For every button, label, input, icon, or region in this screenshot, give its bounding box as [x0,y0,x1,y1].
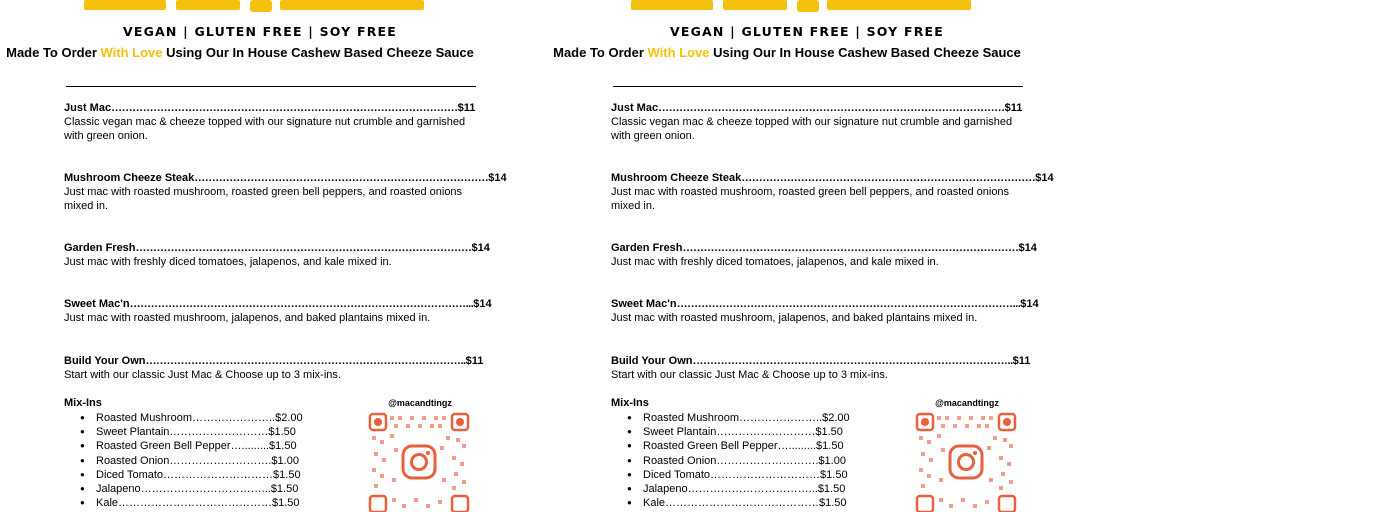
headline-end: Using Our In House Cashew Based Cheeze Sauce [162,45,474,60]
item-leader: ……………………………………………………………………………….. [692,355,1013,367]
tagline: VEGAN | GLUTEN FREE | SOY FREE [122,24,398,39]
menu-item-sweet-macn [64,297,492,325]
item-leader: ……………………………………………………………………………….. [145,355,466,367]
logo [587,0,1027,40]
item-description: Just mac with freshly diced tomatoes, jalapenos, and kale mixed in. [611,256,939,269]
tagline: VEGAN | GLUTEN FREE | SOY FREE [669,24,945,39]
logo-lettering-graphic [84,0,424,12]
menu-item-garden-fresh [611,241,1037,269]
mixin-item: ● Roasted Onion……………………….$1.00 [627,454,850,468]
item-leader: ……………………………………………………………………………………… [111,102,458,114]
item-price: $14 [488,172,507,184]
item-price: $14 [1020,298,1039,310]
item-name: Mushroom Cheeze Steak [611,172,742,184]
mixins-heading: Mix-Ins [611,397,649,409]
item-description: Just mac with roasted mushroom, roasted green bell peppers, and roasted onions mixed in. [611,186,1010,213]
mixin-item: ● Roasted Green Bell Pepper….........$1.50 [80,439,303,453]
item-leader: ……………………………………………………………………………………… [658,102,1005,114]
menu-item-sweet-macn [611,297,1039,325]
menu-page-left [0,0,560,510]
item-name: Mushroom Cheeze Steak [64,172,195,184]
headline-with-love: With Love [647,45,710,60]
social-block [368,398,472,512]
instagram-qr-code-icon[interactable] [368,412,470,512]
logo [40,0,480,40]
mixin-item: ● Roasted Mushroom…………………..$2.00 [627,411,850,425]
headline-with-love: With Love [100,45,163,60]
mixins-list [627,411,850,510]
mixin-item: ● Diced Tomato…………………………$1.50 [80,468,303,482]
social-handle: @macandtingz [388,398,452,408]
item-name: Just Mac [64,102,112,114]
item-description: Just mac with roasted mushroom, roasted green bell peppers, and roasted onions mixed in. [64,186,463,213]
item-name: Sweet Mac'n [611,298,677,310]
divider [66,86,476,87]
item-price: $14 [473,298,492,310]
item-leader: …………………………………………………………………………………… [135,242,472,254]
mixins-heading: Mix-Ins [64,397,102,409]
item-description: Start with our classic Just Mac & Choose up to 3 mix-ins. [64,369,341,382]
mixin-item: ● Sweet Plantain………………………$1.50 [627,425,850,439]
item-name: Build Your Own [64,355,146,367]
divider [613,86,1023,87]
item-description: Classic vegan mac & cheeze topped with our signature nut crumble and garnished with green onion. [611,116,1013,143]
mixin-item: ● Roasted Mushroom…………………..$2.00 [80,411,303,425]
item-price: $14 [471,242,490,254]
item-name: Garden Fresh [64,242,136,254]
social-handle: @macandtingz [935,398,999,408]
item-price: $14 [1018,242,1037,254]
mixin-item: ● Diced Tomato…………………………$1.50 [627,468,850,482]
mixin-item: ● Sweet Plantain………………………$1.50 [80,425,303,439]
item-description: Classic vegan mac & cheeze topped with our signature nut crumble and garnished with green onion. [64,116,466,143]
menu-item-just-mac [611,101,1031,144]
item-price: $11 [465,355,484,367]
headline [547,45,1027,60]
headline-start: Made To Order [6,45,101,60]
item-leader: ………………………………………………………………………… [194,172,489,184]
item-leader: …………………………………………………………………………………… [682,242,1019,254]
menu-item-build-your-own [611,354,1031,382]
headline [0,45,480,60]
menu-item-mushroom-cheeze-steak [64,171,507,214]
item-leader: ……………………………………………………………………………………... [129,298,474,310]
item-leader: ……………………………………………………………………………………... [676,298,1021,310]
item-price: $11 [457,102,476,114]
mixin-item: ● Roasted Green Bell Pepper….........$1.50 [627,439,850,453]
item-name: Just Mac [611,102,659,114]
item-name: Sweet Mac'n [64,298,130,310]
item-leader: ………………………………………………………………………… [741,172,1036,184]
mixin-item: ● Kale……………………………………$1.50 [627,496,850,510]
menu-item-build-your-own [64,354,484,382]
menu-page-right [547,0,1107,510]
item-name: Build Your Own [611,355,693,367]
menu-item-just-mac [64,101,484,144]
headline-end: Using Our In House Cashew Based Cheeze Sauce [709,45,1021,60]
item-price: $11 [1004,102,1023,114]
mixin-item: ● Roasted Onion……………………….$1.00 [80,454,303,468]
mixins-list [80,411,303,510]
menu-item-garden-fresh [64,241,490,269]
item-description: Start with our classic Just Mac & Choose up to 3 mix-ins. [611,369,888,382]
instagram-qr-code-icon[interactable] [915,412,1017,512]
item-description: Just mac with roasted mushroom, jalapenos, and baked plantains mixed in. [64,312,431,325]
item-description: Just mac with freshly diced tomatoes, jalapenos, and kale mixed in. [64,256,392,269]
mixin-item: ● Jalapeno……………………………...$1.50 [627,482,850,496]
social-block [915,398,1019,512]
item-price: $14 [1035,172,1054,184]
logo-lettering-graphic [631,0,971,12]
mixin-item: ● Kale……………………………………$1.50 [80,496,303,510]
menu-item-mushroom-cheeze-steak [611,171,1054,214]
item-price: $11 [1012,355,1031,367]
headline-start: Made To Order [553,45,648,60]
mixin-item: ● Jalapeno……………………………...$1.50 [80,482,303,496]
item-name: Garden Fresh [611,242,683,254]
item-description: Just mac with roasted mushroom, jalapenos, and baked plantains mixed in. [611,312,978,325]
